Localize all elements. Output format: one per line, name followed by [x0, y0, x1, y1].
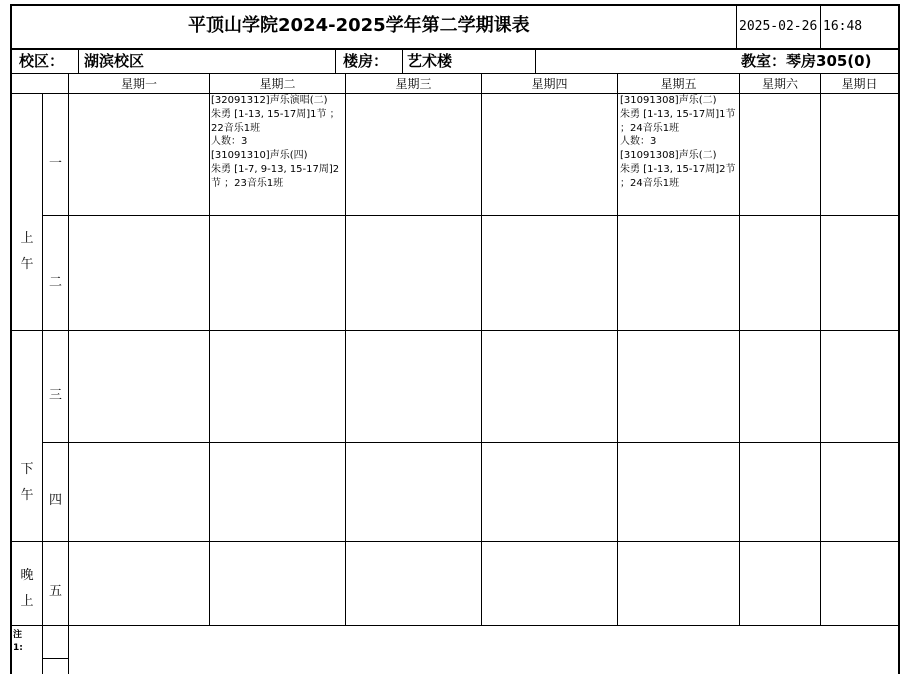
- period-3: 三: [48, 388, 62, 403]
- course-entry-line: 朱勇 [1-13, 15-17周]2节 ；24音乐1班: [620, 163, 736, 189]
- period-4: 四: [48, 493, 62, 508]
- campus-value: 湖滨校区: [84, 52, 145, 70]
- line-col-thu: [617, 73, 618, 625]
- day-header-tue: 星期二: [259, 77, 296, 91]
- day-header-thu: 星期四: [531, 77, 568, 91]
- session-afternoon: 下 午: [20, 462, 34, 503]
- border-right: [898, 4, 900, 674]
- page-title: 平顶山学院2024-2025学年第二学期课表: [188, 15, 530, 36]
- campus-label: 校区：: [19, 52, 65, 70]
- line-morning-bottom: [10, 330, 900, 331]
- course-entry-line: 人数：3: [211, 136, 248, 148]
- line-below-info: [10, 73, 900, 74]
- day-header-sat: 星期六: [761, 77, 798, 91]
- line-evening-bottom: [10, 625, 900, 626]
- line-title-date: [736, 4, 737, 48]
- course-entry-line: 朱勇 [1-13, 15-17周]1节 ；24音乐1班: [620, 108, 736, 134]
- line-info-2: [335, 49, 336, 73]
- line-col-period: [68, 73, 69, 674]
- course-entry-line: 朱勇 [1-13, 15-17周]1节 ；22音乐1班: [211, 108, 340, 134]
- day-header-fri: 星期五: [660, 77, 697, 91]
- course-cell-tue-p1[interactable]: [211, 94, 343, 215]
- course-entry-line: 朱勇 [1-7, 9-13, 15-17周]2节 ；23音乐1班: [211, 163, 340, 189]
- line-col-wed: [481, 73, 482, 625]
- classroom-label: 教室：琴房305(0): [741, 52, 872, 70]
- line-col-sat: [820, 73, 821, 625]
- course-entry-line: [31091310]声乐(四): [211, 150, 308, 162]
- line-date-time: [820, 4, 821, 48]
- line-p3-bottom: [42, 442, 900, 443]
- course-entry-line: [31091308]声乐(二): [620, 150, 717, 162]
- line-col-tue: [345, 73, 346, 625]
- line-info-3: [402, 49, 403, 73]
- building-value: 艺术楼: [407, 52, 453, 70]
- period-2: 二: [48, 275, 62, 290]
- day-header-mon: 星期一: [120, 77, 157, 91]
- day-header-wed: 星期三: [395, 77, 432, 91]
- line-info-1: [78, 49, 79, 73]
- session-evening: 晚 上: [20, 568, 34, 609]
- line-info-4: [535, 49, 536, 73]
- period-5: 五: [48, 584, 62, 599]
- period-1: 一: [48, 156, 62, 171]
- line-col-fri: [739, 73, 740, 625]
- note-label: 注 1:: [13, 630, 23, 653]
- line-col-mon: [209, 73, 210, 625]
- session-morning: 上 午: [20, 231, 34, 272]
- line-below-title: [10, 48, 900, 50]
- print-date: 2025-02-26: [739, 19, 818, 34]
- line-note-split: [42, 658, 68, 659]
- day-header-sun: 星期日: [841, 77, 878, 91]
- border-top: [10, 4, 900, 6]
- course-entry-line: 人数：3: [620, 136, 657, 148]
- line-p1-bottom: [42, 215, 900, 216]
- print-time: 16:48: [823, 19, 863, 34]
- line-below-days: [10, 93, 900, 94]
- course-entry-line: [32091312]声乐演唱(二): [211, 95, 328, 106]
- course-cell-fri-p1[interactable]: [620, 94, 737, 215]
- line-afternoon-bottom: [10, 541, 900, 542]
- course-entry-line: [31091308]声乐(二): [620, 95, 717, 106]
- building-label: 楼房：: [343, 52, 389, 70]
